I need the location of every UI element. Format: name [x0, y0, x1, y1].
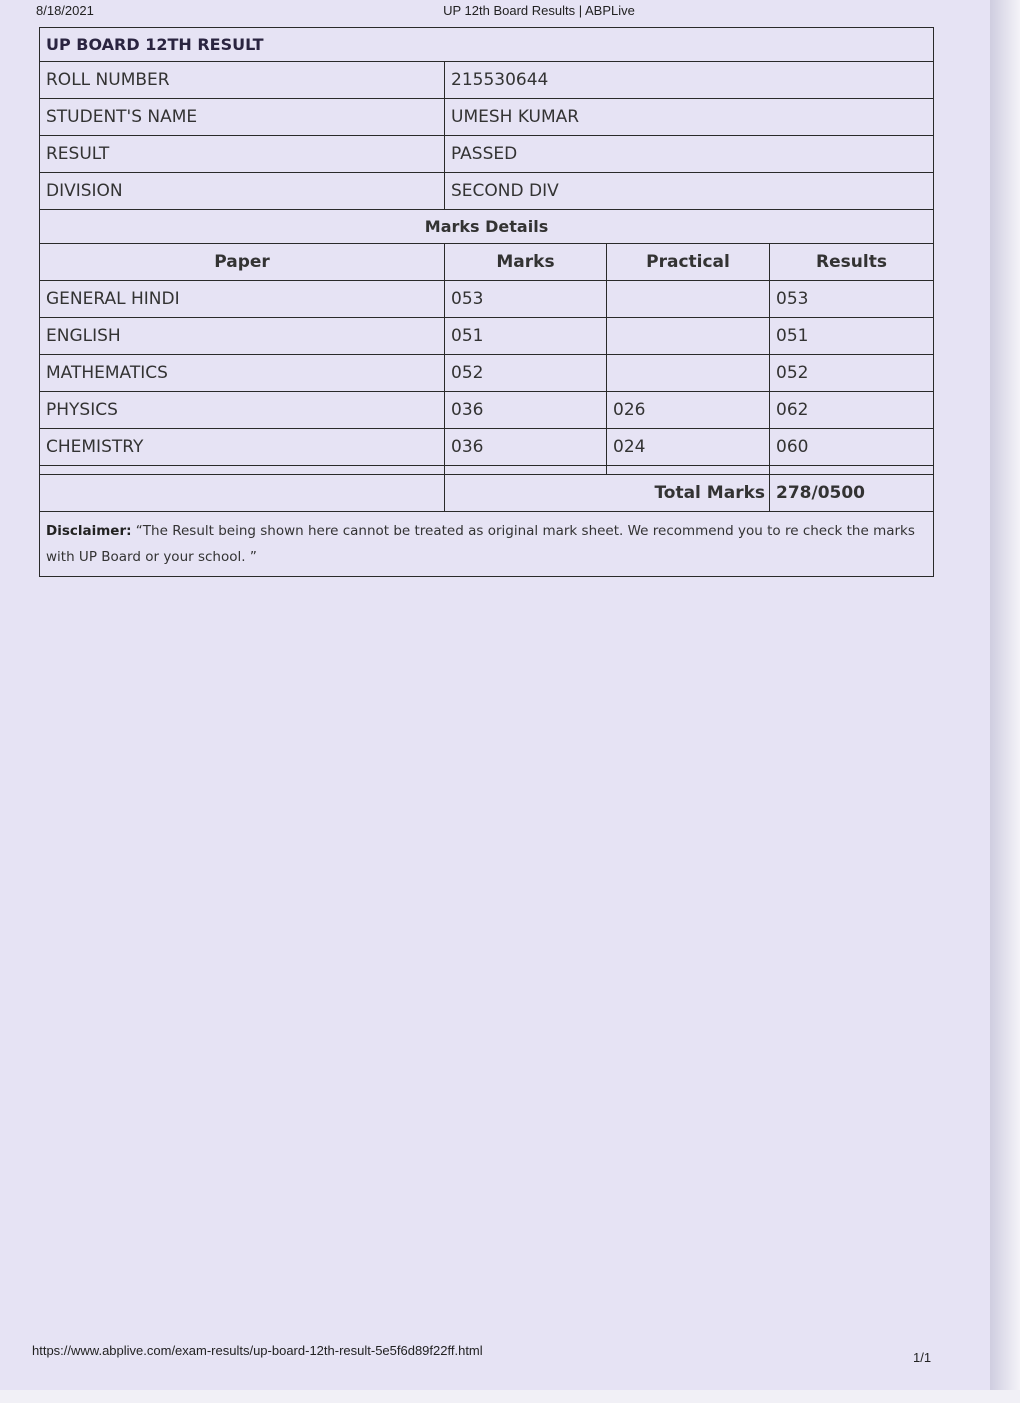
table-row [40, 281, 934, 318]
table-row [40, 318, 934, 355]
info-row-division [40, 173, 934, 210]
spacer-cell [40, 466, 445, 475]
result-heading-row [40, 28, 934, 62]
spacer-cell [607, 466, 770, 475]
marks-header-row [40, 244, 934, 281]
marks-section-row [40, 210, 934, 244]
paper-name: CHEMISTRY [40, 429, 445, 466]
paper-result: 060 [770, 429, 934, 466]
paper-result: 053 [770, 281, 934, 318]
disclaimer-row [40, 512, 934, 577]
paper-marks: 053 [445, 281, 607, 318]
paper-result: 062 [770, 392, 934, 429]
paper-name: ENGLISH [40, 318, 445, 355]
print-page-number: 1/1 [913, 1350, 932, 1365]
table-row [40, 355, 934, 392]
info-row-student-name [40, 99, 934, 136]
paper-marks: 036 [445, 392, 607, 429]
column-header-results: Results [770, 244, 934, 281]
column-header-practical: Practical [607, 244, 770, 281]
paper-name: PHYSICS [40, 392, 445, 429]
result-table [39, 27, 934, 577]
table-row [40, 392, 934, 429]
column-header-paper: Paper [40, 244, 445, 281]
paper-practical: 026 [607, 392, 770, 429]
info-value: PASSED [445, 136, 934, 173]
total-marks-label: Total Marks [445, 475, 770, 512]
paper-name: MATHEMATICS [40, 355, 445, 392]
column-header-marks: Marks [445, 244, 607, 281]
scan-edge [990, 0, 1020, 1403]
info-label: ROLL NUMBER [40, 62, 445, 99]
paper-marks: 051 [445, 318, 607, 355]
paper-result: 052 [770, 355, 934, 392]
table-row [40, 429, 934, 466]
total-marks-value: 278/0500 [770, 475, 934, 512]
paper-name: GENERAL HINDI [40, 281, 445, 318]
disclaimer-text: “The Result being shown here cannot be treated as original mark sheet. We recommend you to re check the marks with UP Board or your school. ” [46, 523, 915, 565]
spacer-row [40, 466, 934, 475]
info-label: DIVISION [40, 173, 445, 210]
paper-practical [607, 318, 770, 355]
marks-section-title: Marks Details [40, 210, 934, 244]
result-heading: UP BOARD 12TH RESULT [40, 28, 934, 62]
print-page-title: UP 12th Board Results | ABPLive [443, 3, 635, 18]
total-empty-cell [40, 475, 445, 512]
paper-practical [607, 281, 770, 318]
spacer-cell [770, 466, 934, 475]
print-date: 8/18/2021 [36, 3, 94, 18]
paper-practical: 024 [607, 429, 770, 466]
info-label: RESULT [40, 136, 445, 173]
info-value: UMESH KUMAR [445, 99, 934, 136]
spacer-cell [445, 466, 607, 475]
info-value: 215530644 [445, 62, 934, 99]
info-row-roll-number [40, 62, 934, 99]
paper-marks: 036 [445, 429, 607, 466]
total-row [40, 475, 934, 512]
print-footer-url: https://www.abplive.com/exam-results/up-board-12th-result-5e5f6d89f22ff.html [32, 1343, 483, 1358]
paper-result: 051 [770, 318, 934, 355]
scan-edge-bottom [0, 1390, 1020, 1403]
info-row-result [40, 136, 934, 173]
disclaimer-label: Disclaimer: [46, 523, 132, 539]
paper-marks: 052 [445, 355, 607, 392]
disclaimer [40, 512, 934, 577]
paper-practical [607, 355, 770, 392]
info-value: SECOND DIV [445, 173, 934, 210]
info-label: STUDENT'S NAME [40, 99, 445, 136]
